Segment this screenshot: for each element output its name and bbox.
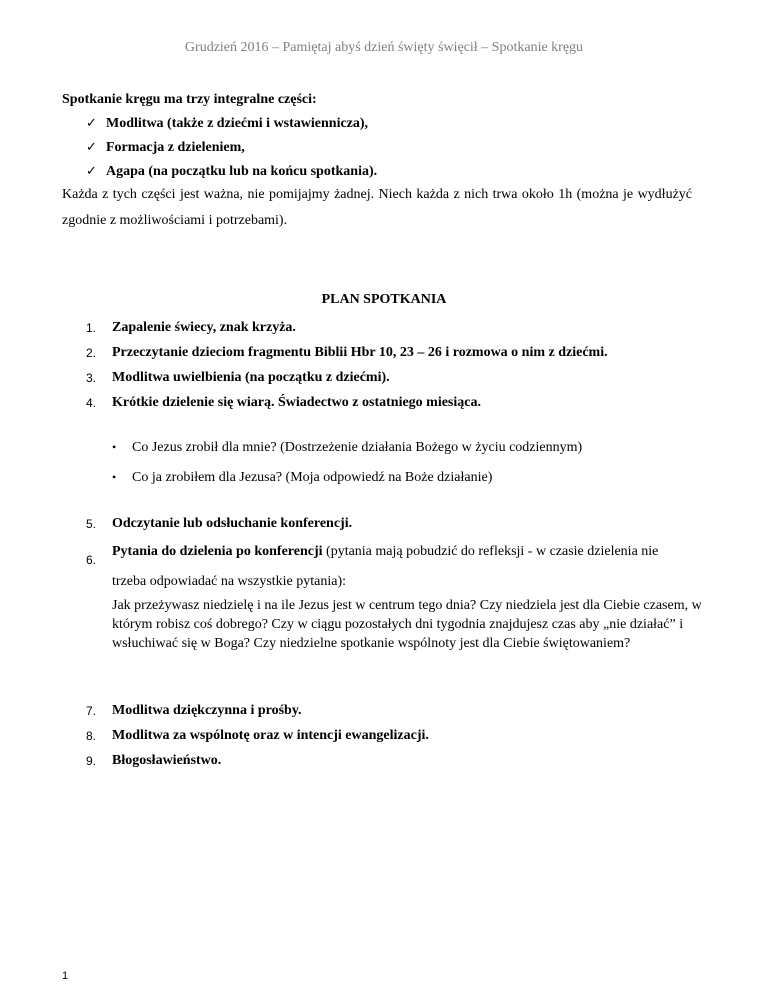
check-item: ✓ Agapa (na początku lub na końcu spotkania). bbox=[86, 164, 378, 179]
check-item: ✓ Modlitwa (także z dziećmi i wstawiennicza), bbox=[86, 116, 369, 131]
checkmark-icon: ✓ bbox=[86, 140, 97, 155]
plan-item: 8. Modlitwa za wspólnotę oraz w intencji ewangelizacji. bbox=[86, 728, 429, 743]
check-item: ✓ Formacja z dzieleniem, bbox=[86, 140, 245, 155]
plan-item: 7. Modlitwa dziękczynna i prośby. bbox=[86, 703, 302, 718]
plan-item: 1. Zapalenie świecy, znak krzyża. bbox=[86, 320, 296, 335]
checkmark-icon: ✓ bbox=[86, 164, 97, 179]
bullet-item: • Co Jezus zrobił dla mnie? (Dostrzeżenie działania Bożego w życiu codziennym) bbox=[112, 440, 583, 455]
page-header: Grudzień 2016 – Pamiętaj abyś dzień święty święcił – Spotkanie kręgu bbox=[184, 40, 584, 55]
bullet-icon: • bbox=[112, 470, 117, 484]
plan-item: 3. Modlitwa uwielbienia (na początku z dziećmi). bbox=[86, 370, 390, 385]
intro-paragraph: Każda z tych części jest ważna, nie pomijajmy żadnej. Niech każda z nich trwa około 1h (można je wydłużyć zgodnie z możliwościami i potrzebami). bbox=[62, 187, 692, 228]
plan-item: 6. Pytania do dzielenia po konferencji (pytania mają pobudzić do refleksji - w czasie dzielenia nie trzeba odpowiadać na wszystkie pytania): bbox=[86, 544, 659, 589]
plan-item: 9. Błogosławieństwo. bbox=[86, 753, 222, 768]
bullet-item: • Co ja zrobiłem dla Jezusa? (Moja odpowiedź na Boże działanie) bbox=[112, 470, 493, 485]
intro-heading: Spotkanie kręgu ma trzy integralne części: bbox=[62, 92, 317, 107]
plan-item: 4. Krótkie dzielenie się wiarą. Świadectwo z ostatniego miesiąca. bbox=[86, 395, 481, 410]
bullet-icon: • bbox=[112, 440, 117, 454]
discussion-questions: Jak przeżywasz niedzielę i na ile Jezus jest w centrum tego dnia? Czy niedziela jest dla Ciebie czasem, w którym robisz coś dobrego? Czy w ciągu pozostałych dni tygodnia znajdujesz czas aby „nie działać” i wsłuchiwać się w Boga? Czy niedzielne spotkanie wspólnoty jest dla Ciebie świętowaniem? bbox=[112, 598, 702, 651]
page-number: 1 bbox=[62, 970, 69, 982]
plan-item: 5. Odczytanie lub odsłuchanie konferencji. bbox=[86, 516, 353, 531]
plan-item: 2. Przeczytanie dzieciom fragmentu Biblii Hbr 10, 23 – 26 i rozmowa o nim z dziećmi. bbox=[86, 345, 608, 360]
plan-title: PLAN SPOTKANIA bbox=[321, 292, 447, 307]
checkmark-icon: ✓ bbox=[86, 116, 97, 131]
